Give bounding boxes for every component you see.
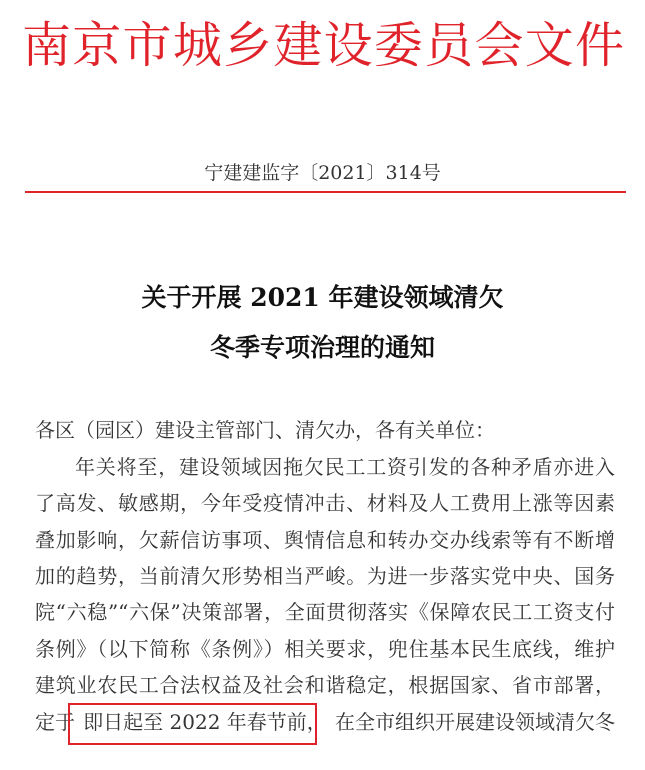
issuing-organization: 南京市城乡建设委员会文件: [22, 17, 624, 74]
body-line: 叠加影响，欠薪信访事项、舆情信息和转办交办线索等有不断增: [35, 528, 615, 552]
document-number: 宁建建监字〔2021〕314号: [204, 162, 441, 184]
title-line-1: 关于开展 2021 年建设领域清欠: [141, 283, 504, 312]
body-line: 年关将至，建设领域因拖欠民工工资引发的各种矛盾亦进入: [75, 455, 615, 479]
salutation: 各区（园区）建设主管部门、清欠办，各有关单位：: [35, 418, 495, 442]
red-divider: [25, 191, 626, 193]
highlighted-date-range: 即日起至 2022 年春节前，: [83, 710, 327, 734]
text-before: 定于: [35, 710, 75, 734]
title-line-2: 冬季专项治理的通知: [209, 333, 435, 362]
body-line: 建筑业农民工合法权益及社会和谐稳定，根据国家、省市部署，: [35, 673, 615, 697]
body-line: 加的趋势，当前清欠形势相当严峻。为进一步落实党中央、国务: [35, 564, 615, 588]
body-line: 院“六稳”“六保”决策部署，全面贯彻落实《保障农民工工资支付: [35, 600, 615, 624]
text-after: 在全市组织开展建设领域清欠冬: [335, 710, 615, 734]
body-line: 了高发、敏感期，今年受疫情冲击、材料及人工费用上涨等因素: [35, 491, 615, 515]
body-line: 条例》（以下简称《条例》）相关要求，兜住基本民生底线，维护: [35, 637, 615, 661]
highlight-box: [68, 703, 317, 745]
